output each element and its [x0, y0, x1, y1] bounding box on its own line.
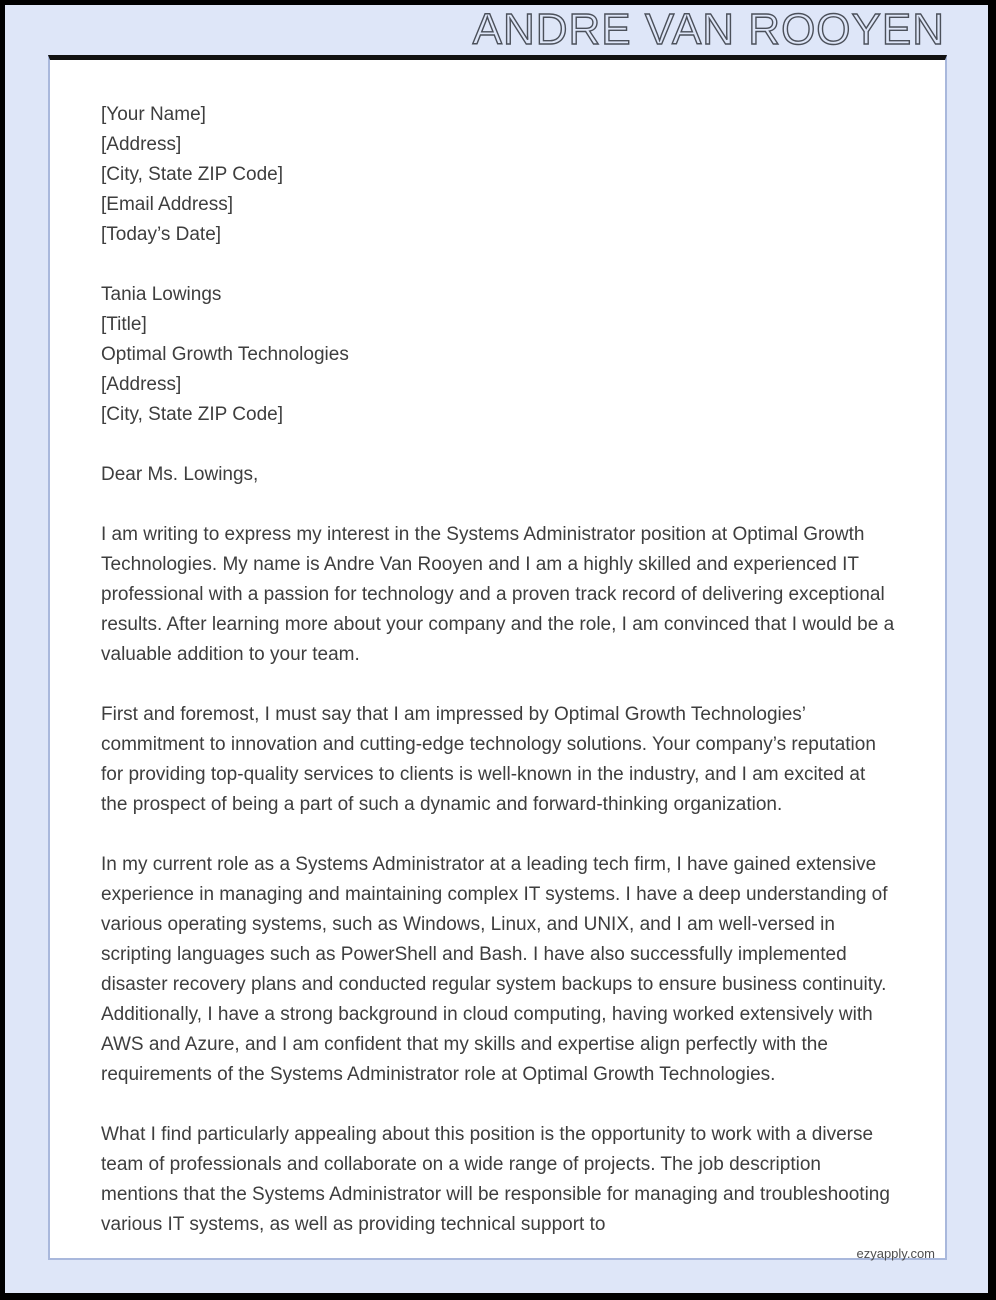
recipient-name-line: Tania Lowings — [101, 284, 222, 305]
sender-email-line: [Email Address] — [101, 194, 233, 215]
paragraph-intro: I am writing to express my interest in the Systems Administrator position at Optimal Growth Technologies. My name is Andre Van Rooyen and I am a highly skilled and experienced IT professional with a passion for technology and a proven track record of delivering exceptional results. After learning more about your company and the role, I am convinced that I would be a valuable addition to your team. — [101, 524, 895, 665]
salutation: Dear Ms. Lowings, — [101, 464, 259, 485]
letter-background — [5, 5, 988, 1293]
recipient-address-block — [101, 280, 895, 430]
paragraph-experience: In my current role as a Systems Administrator at a leading tech firm, I have gained extensive experience in managing and maintaining complex IT systems. I have a deep understanding of various operating systems, such as Windows, Linux, and UNIX, and I am well-versed in scripting languages such as PowerShell and Bash. I have also successfully implemented disaster recovery plans and conducted regular system backups to ensure business continuity. Additionally, I have a strong background in cloud computing, having worked extensively with AWS and Azure, and I am confident that my skills and expertise align perfectly with the requirements of the Systems Administrator role at Optimal Growth Technologies. — [101, 854, 888, 1085]
recipient-city-line: [City, State ZIP Code] — [101, 404, 283, 425]
letter-page — [48, 55, 947, 1260]
sender-address-line: [Address] — [101, 134, 182, 155]
ezyapply-watermark: ezyapply.com — [856, 1246, 935, 1261]
paragraph-position-appeal: What I find particularly appealing about this position is the opportunity to work with a diverse team of professionals and collaborate on a wide range of projects. The job description mentions that the Systems Administrator will be responsible for managing and troubleshooting various IT systems, as well as providing technical support to — [101, 1124, 890, 1235]
recipient-address-line: [Address] — [101, 374, 182, 395]
header-name-title: ANDRE VAN ROOYEN — [472, 5, 945, 54]
header — [5, 5, 988, 55]
sender-city-line: [City, State ZIP Code] — [101, 164, 283, 185]
sender-address-block — [101, 100, 895, 250]
recipient-company-line: Optimal Growth Technologies — [101, 344, 349, 365]
sender-date-line: [Today’s Date] — [101, 224, 222, 245]
sender-name-line: [Your Name] — [101, 104, 206, 125]
recipient-title-line: [Title] — [101, 314, 147, 335]
paragraph-company-praise: First and foremost, I must say that I am impressed by Optimal Growth Technologies’ commitment to innovation and cutting-edge technology solutions. Your company’s reputation for providing top-quality services to clients is well-known in the industry, and I am excited at the prospect of being a part of such a dynamic and forward-thinking organization. — [101, 704, 876, 815]
